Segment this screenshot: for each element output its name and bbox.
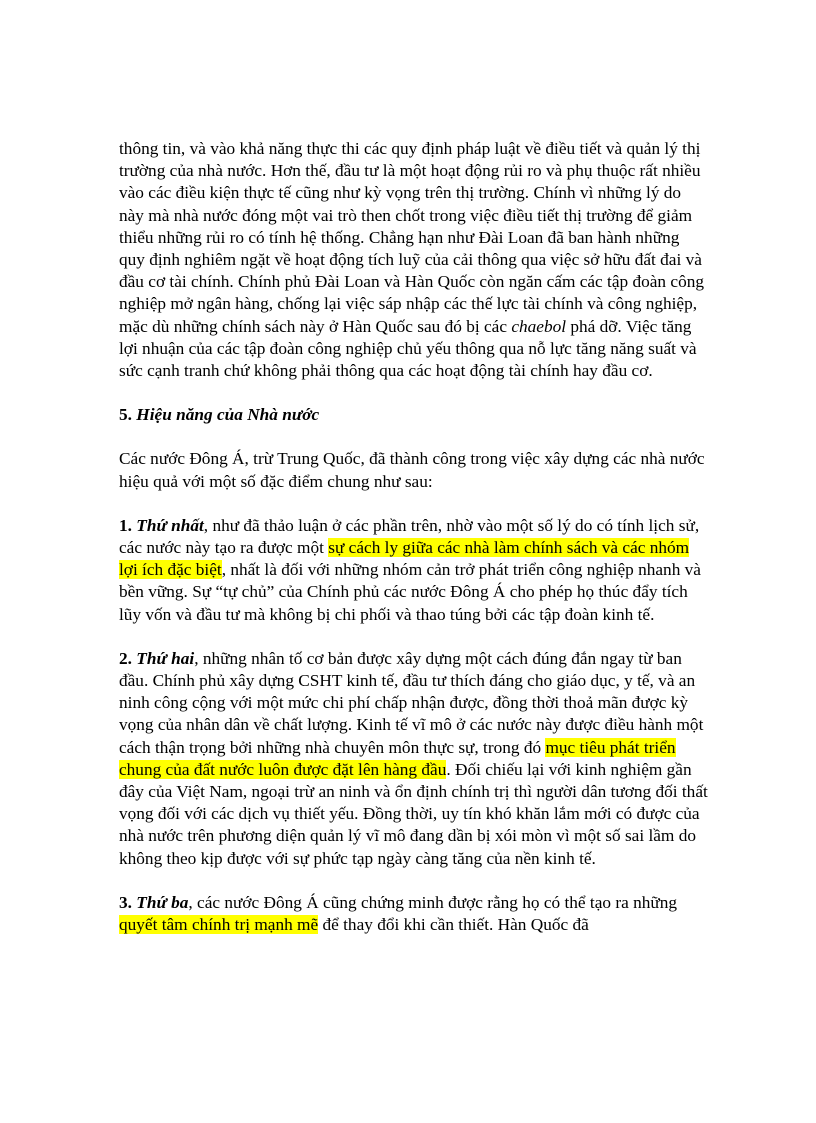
paragraph-text: , nhất là đối với những nhóm cản trở phát triển công nghiệp nhanh và bền vững. Sự “tự chủ” của Chính phủ các nước Đông Á cho phép họ thúc đẩy tích lũy vốn và đầu tư mà không bị chi phối và thao túng bởi các tập đoàn kinh tế.: [119, 560, 701, 624]
document-page: [119, 138, 709, 958]
italic-term-chaebol: chaebol: [511, 316, 567, 336]
section-intro-paragraph: Các nước Đông Á, trừ Trung Quốc, đã thành công trong việc xây dựng các nhà nước hiệu quả với một số đặc điểm chung như sau:: [119, 449, 705, 491]
point-lead: Thứ ba: [136, 892, 189, 912]
point-3-paragraph: [119, 892, 709, 936]
point-1-paragraph: [119, 515, 709, 626]
highlighted-text: mục tiêu phát triển chung của đất nước luôn được đặt lên hàng đầu: [119, 737, 676, 779]
point-number: 3.: [119, 892, 137, 912]
section-title: Hiệu năng của Nhà nước: [136, 405, 320, 425]
paragraph-text: phá dỡ. Việc tăng lợi nhuận của các tập đoàn công nghiệp chủ yếu thông qua nỗ lực tăng năng suất và sức cạnh tranh chứ không phải thông qua các hoạt động tài chính hay đầu cơ.: [119, 316, 697, 381]
paragraph-text: để thay đổi khi cần thiết. Hàn Quốc đã: [318, 915, 589, 935]
paragraph-text: , như đã thảo luận ở các phần trên, nhờ vào một số lý do có tính lịch sử, các nước này tạo ra được một: [119, 515, 700, 558]
section-heading: [119, 404, 709, 426]
highlighted-text: sự cách ly giữa các nhà làm chính sách và các nhóm lợi ích đặc biệt: [119, 538, 690, 580]
paragraph-text: , những nhân tố cơ bản được xây dựng một cách đúng đắn ngay từ ban đầu. Chính phủ xây dựng CSHT kinh tế, đầu tư thích đáng cho giáo dục, y tế, và an ninh công cộng với một mức chi phí chấp nhận được, đồng thời thoả mãn được kỳ vọng của nhân dân về chất lượng. Kinh tế vĩ mô ở các nước này được điều hành một cách thận trọng bởi những nhà chuyên môn thực sự, trong đó: [119, 648, 704, 757]
point-lead: Thứ nhất: [136, 515, 204, 535]
paragraph-market-regulation: [119, 138, 709, 382]
point-lead: Thứ hai: [136, 648, 195, 668]
section-number: 5.: [119, 405, 137, 425]
point-number: 2.: [119, 648, 137, 668]
paragraph-text: thông tin, và vào khả năng thực thi các quy định pháp luật về điều tiết và quản lý thị trường của nhà nước. Hơn thế, đầu tư là một hoạt động rủi ro và phụ thuộc rất nhiều vào các điều kiện thực tế cũng như kỳ vọng trên thị trường. Chính vì những lý do này mà nhà nước đóng một vai trò then chốt trong việc điều tiết thị trường để giảm thiểu những rủi ro có tính hệ thống. Chẳng hạn như Đài Loan đã ban hành những quy định nghiêm ngặt về hoạt động tích luỹ của cải thông qua việc sở hữu đất đai và đầu cơ tài chính. Chính phủ Đài Loan và Hàn Quốc còn ngăn cấm các tập đoàn công nghiệp mở ngân hàng, chống lại việc sáp nhập các thế lực tài chính và công nghiệp, mặc dù những chính sách này ở Hàn Quốc sau đó bị các: [119, 139, 704, 336]
point-2-paragraph: [119, 648, 709, 870]
highlighted-text: quyết tâm chính trị mạnh mẽ: [119, 915, 319, 935]
paragraph-text: . Đối chiếu lại với kinh nghiệm gần đây của Việt Nam, ngoại trừ an ninh và ổn định chính trị thì người dân tương đối thất vọng đối với các dịch vụ thiết yếu. Đồng thời, uy tín khó khăn lắm mới có được của nhà nước trên phương diện quản lý vĩ mô đang dần bị xói mòn vì một số sai lầm do không theo kịp được với sự phức tạp ngày càng tăng của nền kinh tế.: [119, 759, 708, 868]
point-number: 1.: [119, 515, 137, 535]
paragraph-text: , các nước Đông Á cũng chứng minh được rằng họ có thể tạo ra những: [188, 892, 678, 912]
